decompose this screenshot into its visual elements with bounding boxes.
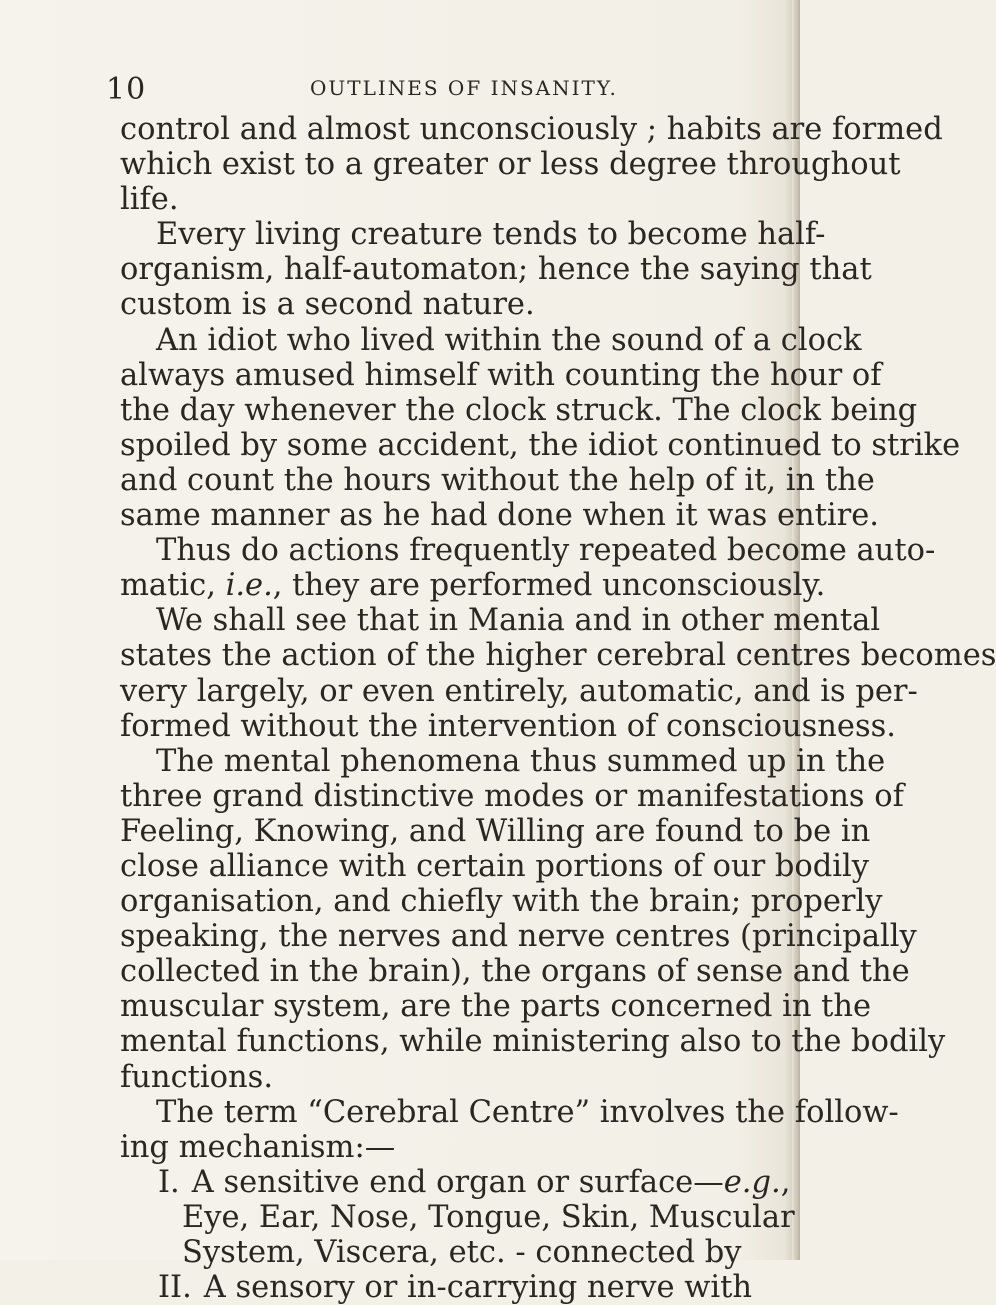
text-line: same manner as he had done when it was entire. — [120, 498, 879, 534]
text-line: organism, half-automaton; hence the saying that — [120, 252, 872, 288]
text-line: mental functions, while ministering also to the bodily — [120, 1024, 946, 1060]
text-line: the day whenever the clock struck. The clock being — [120, 392, 918, 428]
text-line: always amused himself with counting the hour of — [120, 357, 882, 393]
text-span: , — [780, 1164, 791, 1200]
text-line: life. — [120, 182, 179, 218]
text-line: Thus do actions frequently repeated become auto- — [156, 533, 936, 569]
list-numeral: II. — [158, 1270, 192, 1305]
text-line: three grand distinctive modes or manifestations of — [120, 778, 904, 814]
text-span: A sensitive end organ or surface— — [191, 1164, 724, 1200]
page-number: 10 — [106, 72, 147, 107]
text-line: speaking, the nerves and nerve centres (principally — [120, 919, 917, 955]
text-line: Every living creature tends to become half- — [156, 217, 826, 253]
text-line — [120, 568, 826, 604]
text-line: Feeling, Knowing, and Willing are found to be in — [120, 813, 871, 849]
text-line: We shall see that in Mania and in other mental — [156, 603, 881, 639]
text-line: muscular system, are the parts concerned in the — [120, 989, 872, 1025]
text-line: formed without the intervention of consciousness. — [120, 708, 896, 744]
text-span: A sensory or in-carrying nerve with — [203, 1270, 753, 1305]
text-line: very largely, or even entirely, automatic, and is per- — [120, 673, 918, 709]
text-span: matic, — [120, 568, 226, 604]
text-line: organisation, and chiefly with the brain; properly — [120, 884, 883, 920]
text-line: An idiot who lived within the sound of a clock — [156, 322, 862, 358]
list-item — [120, 1270, 800, 1305]
text-line: spoiled by some accident, the idiot continued to strike — [120, 427, 961, 463]
text-line: which exist to a greater or less degree throughout — [120, 147, 901, 183]
text-line: collected in the brain), the organs of sense and the — [120, 954, 910, 990]
text-line: The term “Cerebral Centre” involves the follow- — [156, 1094, 899, 1130]
text-line: and count the hours without the help of it, in the — [120, 462, 875, 498]
body-text — [120, 112, 996, 1305]
text-line: functions. — [120, 1059, 274, 1095]
list-item-continuation: Eye, Ear, Nose, Tongue, Skin, Muscular — [182, 1199, 795, 1235]
running-head: OUTLINES OF INSANITY. — [310, 76, 618, 100]
text-line: states the action of the higher cerebral centres becomes — [120, 638, 996, 674]
list-item — [120, 1165, 800, 1200]
italic-abbreviation: i.e. — [225, 568, 273, 604]
italic-abbreviation: e.g. — [723, 1164, 781, 1200]
text-span: , they are performed unconsciously. — [272, 568, 826, 604]
text-line: custom is a second nature. — [120, 287, 535, 323]
text-line: control and almost unconsciously ; habits are formed — [120, 112, 943, 147]
text-line: The mental phenomena thus summed up in the — [156, 743, 886, 779]
list-item-continuation: System, Viscera, etc. - connected by — [182, 1235, 742, 1270]
text-line: close alliance with certain portions of our bodily — [120, 848, 870, 884]
text-line: ing mechanism:— — [120, 1129, 396, 1165]
list-numeral: I. — [158, 1164, 180, 1200]
